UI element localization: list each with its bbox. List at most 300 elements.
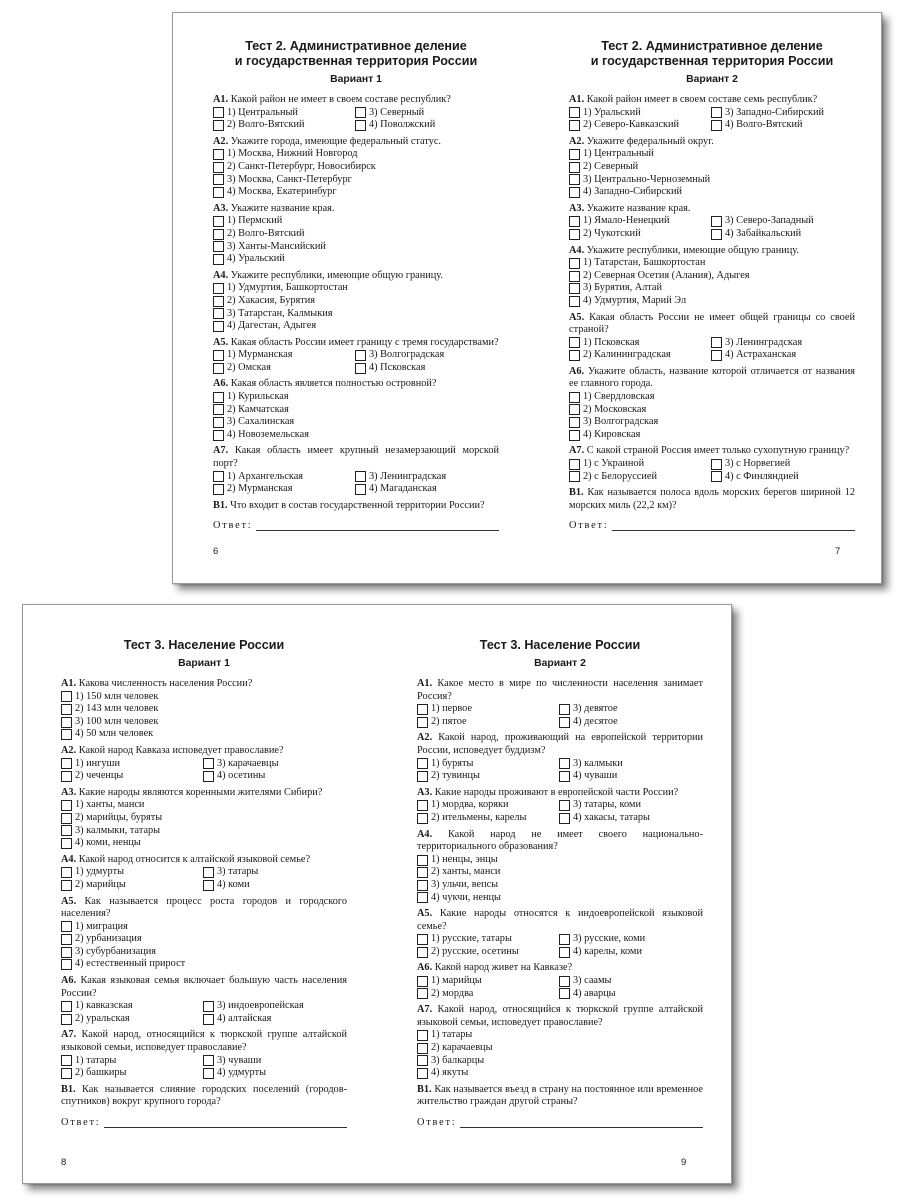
checkbox[interactable] xyxy=(417,1030,428,1041)
checkbox[interactable] xyxy=(417,704,428,715)
answer-option[interactable] xyxy=(569,458,711,471)
option-label: 1) татары xyxy=(75,1054,117,1066)
checkbox[interactable] xyxy=(569,120,580,131)
checkbox[interactable] xyxy=(711,216,722,227)
answer-option[interactable] xyxy=(213,391,499,404)
question-body: Укажите область, название которой отличается от названия ее главного города. xyxy=(569,365,855,390)
option-label: 4) Новоземельская xyxy=(227,428,309,440)
question-number: A3. xyxy=(569,202,585,214)
checkbox[interactable] xyxy=(355,363,366,374)
checkbox[interactable] xyxy=(569,271,580,282)
variant-label: Вариант 1 xyxy=(330,74,382,85)
answer-option[interactable] xyxy=(569,148,855,161)
option-label: 4) удмурты xyxy=(217,1067,266,1079)
checkbox[interactable] xyxy=(355,120,366,131)
answer-option[interactable] xyxy=(213,253,499,266)
checkbox[interactable] xyxy=(213,107,224,118)
checkbox[interactable] xyxy=(213,321,224,332)
answer-option[interactable] xyxy=(559,770,699,783)
checkbox[interactable] xyxy=(213,363,224,374)
answer-label: Ответ: xyxy=(61,1117,101,1128)
checkbox[interactable] xyxy=(213,392,224,403)
question-text xyxy=(417,962,703,975)
question-a6 xyxy=(417,962,703,1000)
option-label: 4) хакасы, татары xyxy=(573,811,650,823)
answer-option[interactable] xyxy=(213,282,499,295)
checkbox[interactable] xyxy=(355,471,366,482)
checkbox[interactable] xyxy=(213,484,224,495)
checkbox[interactable] xyxy=(711,229,722,240)
question-text xyxy=(569,94,855,107)
answer-option[interactable] xyxy=(417,770,559,783)
checkbox[interactable] xyxy=(711,337,722,348)
checkbox[interactable] xyxy=(61,947,72,958)
checkbox[interactable] xyxy=(61,1055,72,1066)
checkbox[interactable] xyxy=(711,120,722,131)
checkbox[interactable] xyxy=(203,1068,214,1079)
answer-option[interactable] xyxy=(569,186,855,199)
checkbox[interactable] xyxy=(203,771,214,782)
checkbox[interactable] xyxy=(417,1068,428,1079)
answer-option[interactable] xyxy=(61,866,203,879)
answer-option[interactable] xyxy=(61,799,347,812)
option-label: 1) ингуши xyxy=(75,757,120,769)
answer-option[interactable] xyxy=(569,119,711,132)
checkbox[interactable] xyxy=(559,813,570,824)
answer-option[interactable] xyxy=(569,295,855,308)
answer-option[interactable] xyxy=(711,119,851,132)
question-a6 xyxy=(213,378,499,441)
answer-option[interactable] xyxy=(417,799,559,812)
checkbox[interactable] xyxy=(213,430,224,441)
checkbox[interactable] xyxy=(203,758,214,769)
checkbox[interactable] xyxy=(203,867,214,878)
question-number: A7. xyxy=(417,1004,433,1016)
answer-option[interactable] xyxy=(203,1067,343,1080)
answer-option[interactable] xyxy=(61,933,347,946)
checkbox[interactable] xyxy=(417,758,428,769)
checkbox[interactable] xyxy=(203,1055,214,1066)
question-body: Как называется въезд в страну на постоянное или временное жительство граждан другой страны? xyxy=(417,1083,703,1108)
option-label: 1) Псковская xyxy=(583,336,640,348)
checkbox[interactable] xyxy=(569,283,580,294)
answer-option[interactable] xyxy=(711,458,851,471)
page-7 xyxy=(569,39,855,531)
answer-option[interactable] xyxy=(203,1055,343,1068)
answer-options xyxy=(569,257,855,307)
checkbox[interactable] xyxy=(417,880,428,891)
checkbox[interactable] xyxy=(559,758,570,769)
answer-option[interactable] xyxy=(569,429,855,442)
answer-option[interactable] xyxy=(61,921,347,934)
checkbox[interactable] xyxy=(203,880,214,891)
answer-option[interactable] xyxy=(569,161,855,174)
answer-option[interactable] xyxy=(559,758,699,771)
answer-option[interactable] xyxy=(355,349,495,362)
answer-option[interactable] xyxy=(559,933,699,946)
answer-option[interactable] xyxy=(569,174,855,187)
question-text xyxy=(213,270,499,283)
checkbox[interactable] xyxy=(417,717,428,728)
answer-option[interactable] xyxy=(213,471,355,484)
checkbox[interactable] xyxy=(213,417,224,428)
answer-option[interactable] xyxy=(61,958,347,971)
answer-option[interactable] xyxy=(559,988,699,1001)
checkbox[interactable] xyxy=(213,162,224,173)
question-number: A1. xyxy=(417,678,433,689)
page-6 xyxy=(213,39,499,531)
option-label: 4) с Финляндией xyxy=(725,470,799,482)
checkbox[interactable] xyxy=(417,934,428,945)
checkbox[interactable] xyxy=(61,838,72,849)
checkbox[interactable] xyxy=(213,404,224,415)
answer-option[interactable] xyxy=(569,282,855,295)
question-text xyxy=(61,854,347,867)
answer-option[interactable] xyxy=(203,1013,343,1026)
checkbox[interactable] xyxy=(559,976,570,987)
question-a6 xyxy=(61,975,347,1025)
answer-option[interactable] xyxy=(417,892,703,905)
checkbox[interactable] xyxy=(559,947,570,958)
option-label: 3) саамы xyxy=(573,975,612,987)
answer-option[interactable] xyxy=(213,320,499,333)
option-label: 4) Поволжский xyxy=(369,119,436,131)
checkbox[interactable] xyxy=(711,459,722,470)
question-b1 xyxy=(61,1084,347,1109)
answer-option[interactable] xyxy=(569,107,711,120)
answer-option[interactable] xyxy=(61,728,347,741)
question-number: A1. xyxy=(61,678,77,689)
option-label: 2) Волго-Вятский xyxy=(227,227,305,239)
checkbox[interactable] xyxy=(213,120,224,131)
checkbox[interactable] xyxy=(417,976,428,987)
question-b1 xyxy=(569,487,855,512)
checkbox[interactable] xyxy=(569,107,580,118)
answer-option[interactable] xyxy=(213,308,499,321)
option-label: 2) Чукотский xyxy=(583,227,641,239)
checkbox[interactable] xyxy=(61,1014,72,1025)
answer-option[interactable] xyxy=(61,770,203,783)
checkbox[interactable] xyxy=(569,459,580,470)
answer-option[interactable] xyxy=(417,988,559,1001)
checkbox[interactable] xyxy=(213,149,224,160)
answer-option[interactable] xyxy=(559,703,699,716)
question-text xyxy=(61,1084,347,1109)
answer-option[interactable] xyxy=(61,1067,203,1080)
answer-option[interactable] xyxy=(61,1013,203,1026)
checkbox[interactable] xyxy=(559,717,570,728)
checkbox[interactable] xyxy=(61,691,72,702)
checkbox[interactable] xyxy=(417,947,428,958)
answer-option[interactable] xyxy=(213,186,499,199)
answer-option[interactable] xyxy=(213,174,499,187)
checkbox[interactable] xyxy=(61,758,72,769)
checkbox[interactable] xyxy=(569,404,580,415)
answer-option[interactable] xyxy=(417,866,703,879)
answer-option[interactable] xyxy=(711,471,851,484)
question-body: Какой народ живет на Кавказе? xyxy=(434,962,573,974)
answer-option[interactable] xyxy=(569,471,711,484)
checkbox[interactable] xyxy=(61,825,72,836)
question-a1 xyxy=(569,94,855,132)
answer-field xyxy=(569,520,855,531)
checkbox[interactable] xyxy=(569,337,580,348)
checkbox[interactable] xyxy=(569,258,580,269)
answer-option[interactable] xyxy=(203,879,343,892)
checkbox[interactable] xyxy=(213,229,224,240)
question-number: A5. xyxy=(417,908,433,920)
checkbox[interactable] xyxy=(711,107,722,118)
question-a5 xyxy=(569,312,855,362)
answer-option[interactable] xyxy=(213,483,355,496)
checkbox[interactable] xyxy=(417,813,428,824)
answer-option[interactable] xyxy=(61,825,347,838)
answer-line[interactable] xyxy=(256,521,499,531)
checkbox[interactable] xyxy=(417,1043,428,1054)
answer-option[interactable] xyxy=(355,107,495,120)
answer-option[interactable] xyxy=(203,770,343,783)
checkbox[interactable] xyxy=(569,296,580,307)
answer-option[interactable] xyxy=(559,716,699,729)
answer-option[interactable] xyxy=(61,691,347,704)
checkbox[interactable] xyxy=(711,471,722,482)
checkbox[interactable] xyxy=(559,771,570,782)
checkbox[interactable] xyxy=(213,283,224,294)
question-number: B1. xyxy=(569,487,584,499)
checkbox[interactable] xyxy=(417,988,428,999)
answer-option[interactable] xyxy=(711,107,851,120)
checkbox[interactable] xyxy=(61,704,72,715)
answer-option[interactable] xyxy=(355,119,495,132)
option-label: 4) якуты xyxy=(431,1067,469,1079)
answer-option[interactable] xyxy=(569,215,711,228)
checkbox[interactable] xyxy=(559,988,570,999)
question-body: Какие народы являются коренными жителями Сибири? xyxy=(78,786,323,798)
question-text xyxy=(213,378,499,391)
checkbox[interactable] xyxy=(569,174,580,185)
answer-option[interactable] xyxy=(417,758,559,771)
option-label: 4) десятое xyxy=(573,715,618,727)
answer-option[interactable] xyxy=(569,228,711,241)
checkbox[interactable] xyxy=(203,1001,214,1012)
answer-option[interactable] xyxy=(213,295,499,308)
answer-option[interactable] xyxy=(61,946,347,959)
answer-option[interactable] xyxy=(559,812,699,825)
checkbox[interactable] xyxy=(61,717,72,728)
question-number: B1. xyxy=(417,1083,432,1095)
answer-option[interactable] xyxy=(61,812,347,825)
checkbox[interactable] xyxy=(559,800,570,811)
checkbox[interactable] xyxy=(569,430,580,441)
answer-option[interactable] xyxy=(61,758,203,771)
answer-option[interactable] xyxy=(417,854,703,867)
checkbox[interactable] xyxy=(417,867,428,878)
checkbox[interactable] xyxy=(569,187,580,198)
answer-option[interactable] xyxy=(569,257,855,270)
checkbox[interactable] xyxy=(569,149,580,160)
page-number-7: 7 xyxy=(835,546,841,557)
answer-option[interactable] xyxy=(203,758,343,771)
question-a5 xyxy=(417,908,703,958)
checkbox[interactable] xyxy=(61,1001,72,1012)
checkbox[interactable] xyxy=(213,241,224,252)
checkbox[interactable] xyxy=(417,892,428,903)
question-text xyxy=(569,136,855,149)
answer-option[interactable] xyxy=(61,703,347,716)
checkbox[interactable] xyxy=(569,216,580,227)
answer-option[interactable] xyxy=(355,483,495,496)
answer-line[interactable] xyxy=(104,1118,347,1128)
answer-option[interactable] xyxy=(711,337,851,350)
question-a1 xyxy=(417,678,703,728)
answer-option[interactable] xyxy=(417,946,559,959)
checkbox[interactable] xyxy=(61,729,72,740)
answer-option[interactable] xyxy=(711,215,851,228)
answer-option[interactable] xyxy=(61,879,203,892)
option-label: 4) Астраханская xyxy=(725,349,797,361)
answer-option[interactable] xyxy=(213,148,499,161)
checkbox[interactable] xyxy=(417,800,428,811)
checkbox[interactable] xyxy=(213,254,224,265)
checkbox[interactable] xyxy=(61,800,72,811)
option-label: 2) Северо-Кавказский xyxy=(583,119,680,131)
answer-option[interactable] xyxy=(213,362,355,375)
answer-option[interactable] xyxy=(61,1055,203,1068)
answer-option[interactable] xyxy=(213,429,499,442)
answer-options xyxy=(213,215,499,265)
answer-option[interactable] xyxy=(213,241,499,254)
answer-option[interactable] xyxy=(417,812,559,825)
checkbox[interactable] xyxy=(61,934,72,945)
answer-option[interactable] xyxy=(569,404,855,417)
answer-option[interactable] xyxy=(417,1055,703,1068)
answer-option[interactable] xyxy=(569,270,855,283)
checkbox[interactable] xyxy=(569,350,580,361)
answer-option[interactable] xyxy=(711,228,851,241)
answer-option[interactable] xyxy=(417,1029,703,1042)
question-number: A6. xyxy=(417,962,433,974)
checkbox[interactable] xyxy=(417,1055,428,1066)
answer-option[interactable] xyxy=(213,119,355,132)
answer-option[interactable] xyxy=(569,349,711,362)
question-a2 xyxy=(569,136,855,199)
checkbox[interactable] xyxy=(61,921,72,932)
answer-options xyxy=(213,471,499,496)
checkbox[interactable] xyxy=(213,187,224,198)
checkbox[interactable] xyxy=(355,484,366,495)
answer-option[interactable] xyxy=(417,716,559,729)
checkbox[interactable] xyxy=(213,471,224,482)
checkbox[interactable] xyxy=(417,855,428,866)
option-label: 3) калмыки, татары xyxy=(75,824,161,836)
answer-option[interactable] xyxy=(213,349,355,362)
answer-option[interactable] xyxy=(203,1000,343,1013)
question-text xyxy=(61,975,347,1000)
answer-option[interactable] xyxy=(559,799,699,812)
question-number: A2. xyxy=(417,732,433,744)
checkbox[interactable] xyxy=(61,880,72,891)
checkbox[interactable] xyxy=(569,162,580,173)
answer-option[interactable] xyxy=(213,215,499,228)
answer-option[interactable] xyxy=(61,1000,203,1013)
checkbox[interactable] xyxy=(569,417,580,428)
checkbox[interactable] xyxy=(355,107,366,118)
answer-option[interactable] xyxy=(417,879,703,892)
option-label: 1) первое xyxy=(431,703,473,715)
question-text xyxy=(417,732,703,757)
answer-option[interactable] xyxy=(559,975,699,988)
answer-label: Ответ: xyxy=(569,520,609,532)
answer-option[interactable] xyxy=(711,349,851,362)
option-label: 2) карачаевцы xyxy=(431,1042,493,1054)
question-number: A1. xyxy=(213,94,229,105)
answer-option[interactable] xyxy=(61,837,347,850)
answer-option[interactable] xyxy=(569,416,855,429)
option-label: 3) татары, коми xyxy=(573,799,641,811)
checkbox[interactable] xyxy=(61,771,72,782)
checkbox[interactable] xyxy=(61,1068,72,1079)
answer-options xyxy=(213,349,499,374)
answer-option[interactable] xyxy=(61,716,347,729)
checkbox[interactable] xyxy=(61,959,72,970)
question-body: Какой народ Кавказа исповедует православие? xyxy=(78,744,284,756)
checkbox[interactable] xyxy=(213,296,224,307)
checkbox[interactable] xyxy=(569,392,580,403)
answer-option[interactable] xyxy=(203,866,343,879)
checkbox[interactable] xyxy=(213,350,224,361)
answer-option[interactable] xyxy=(417,933,559,946)
checkbox[interactable] xyxy=(61,813,72,824)
option-label: 1) мордва, коряки xyxy=(431,799,509,811)
answer-option[interactable] xyxy=(213,107,355,120)
checkbox[interactable] xyxy=(569,471,580,482)
question-text xyxy=(213,136,499,149)
answer-option[interactable] xyxy=(355,471,495,484)
checkbox[interactable] xyxy=(213,308,224,319)
answer-option[interactable] xyxy=(355,362,495,375)
checkbox[interactable] xyxy=(569,229,580,240)
answer-option[interactable] xyxy=(417,1042,703,1055)
answer-option[interactable] xyxy=(417,1067,703,1080)
answer-option[interactable] xyxy=(213,228,499,241)
checkbox[interactable] xyxy=(213,174,224,185)
variant-label: Вариант 2 xyxy=(534,658,586,669)
answer-line[interactable] xyxy=(460,1118,703,1128)
checkbox[interactable] xyxy=(203,1014,214,1025)
checkbox[interactable] xyxy=(711,350,722,361)
answer-option[interactable] xyxy=(213,404,499,417)
answer-option[interactable] xyxy=(569,391,855,404)
option-label: 2) Калининградская xyxy=(583,349,671,361)
checkbox[interactable] xyxy=(213,216,224,227)
answer-option[interactable] xyxy=(417,975,559,988)
checkbox[interactable] xyxy=(355,350,366,361)
checkbox[interactable] xyxy=(559,704,570,715)
checkbox[interactable] xyxy=(559,934,570,945)
checkbox[interactable] xyxy=(417,771,428,782)
answer-option[interactable] xyxy=(559,946,699,959)
option-label: 3) Волгоградская xyxy=(583,416,659,428)
answer-option[interactable] xyxy=(213,416,499,429)
option-label: 2) мордва xyxy=(431,987,474,999)
option-label: 1) кавказская xyxy=(75,1000,133,1012)
answer-option[interactable] xyxy=(213,161,499,174)
answer-line[interactable] xyxy=(612,521,855,531)
answer-option[interactable] xyxy=(417,703,559,716)
answer-option[interactable] xyxy=(569,337,711,350)
checkbox[interactable] xyxy=(61,867,72,878)
option-label: 4) Волго-Вятский xyxy=(725,119,803,131)
